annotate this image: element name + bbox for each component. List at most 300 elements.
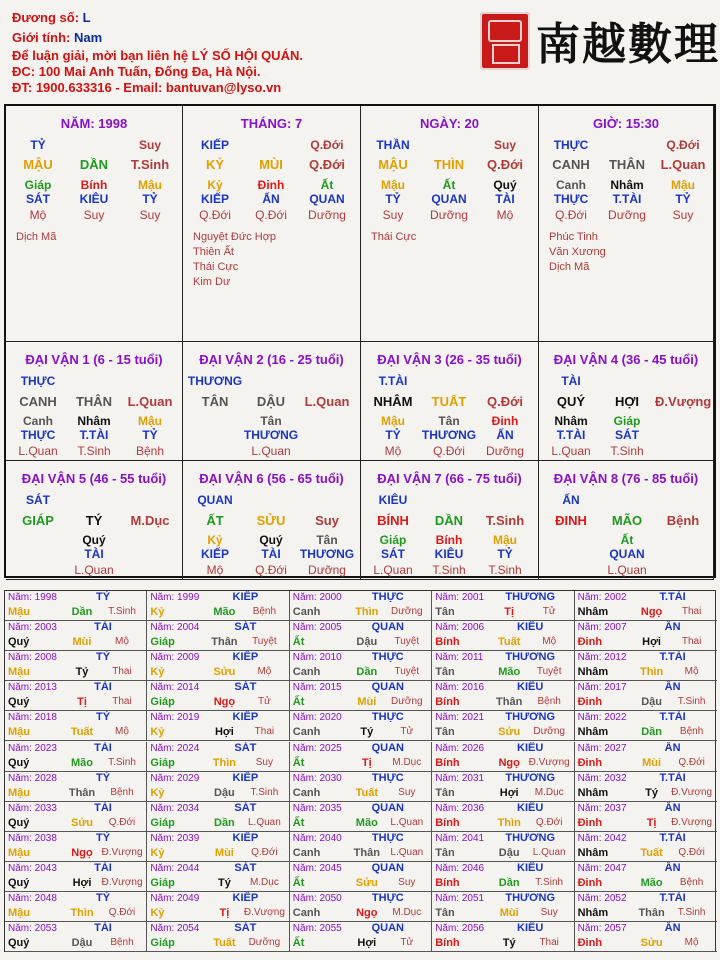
pillar-cell-text: TUẤT [431, 394, 467, 409]
year-stem: Mậu [8, 606, 30, 618]
year-cell [290, 621, 432, 651]
pillar-cell-text: Bệnh [135, 444, 165, 458]
year-phase: Tuyệt [252, 636, 277, 648]
year-cell [290, 802, 432, 832]
year-branch: Tý [217, 876, 231, 889]
year-phase: L.Quan [390, 816, 424, 828]
year-stem: Đinh [577, 756, 603, 769]
pillar-row [6, 157, 182, 173]
pillar-row [361, 428, 538, 444]
year-branch: Mão [355, 816, 378, 829]
year-star: KIẾP [232, 591, 259, 603]
year-phase: Thai [112, 696, 132, 708]
year-label: Năm: 2035 [292, 802, 342, 814]
year-cell [432, 772, 574, 802]
year-label: Năm: 2045 [292, 862, 342, 874]
year-cell [432, 711, 574, 741]
year-star: KIẾP [232, 892, 259, 904]
star-note: Dịch Mã [16, 231, 57, 243]
year-label: Năm: 2049 [150, 893, 200, 904]
pillar-cell-text: MẬU [23, 157, 53, 172]
pillar-row [6, 192, 182, 208]
year-phase: Tuyệt [536, 666, 562, 678]
year-star: TÀI [94, 861, 112, 874]
year-phase: Tử [400, 937, 414, 949]
year-branch: Ngọ [71, 846, 93, 859]
pillar-cell-text: Giáp [613, 414, 641, 428]
pillar-cell-text: T.Sinh [130, 157, 170, 172]
pillar-row [183, 138, 360, 154]
pillar-cell-text: CANH [552, 157, 590, 172]
year-phase: Bệnh [110, 937, 134, 949]
pillar-cell-text: THƯƠNG [243, 428, 299, 442]
pillar-cell-text: CANH [19, 394, 57, 409]
pillar-row [539, 208, 713, 224]
pillar-cell-text: QUAN [609, 547, 645, 561]
year-branch: Hợi [72, 876, 92, 889]
year-label: Năm: 2048 [8, 893, 57, 904]
year-label: Năm: 2016 [435, 682, 485, 694]
year-cell [290, 772, 432, 802]
year-phase: T.Sinh [677, 696, 706, 708]
year-stem: Mậu [8, 907, 30, 919]
year-branch: Dậu [641, 696, 662, 709]
year-stem: Bính [435, 636, 460, 649]
year-branch: Tị [646, 816, 657, 829]
year-label: Năm: 2033 [8, 802, 57, 814]
pillar-cell-text: DẦN [434, 513, 464, 528]
year-stem: Quý [8, 756, 30, 769]
pillar-cell-text: THƯƠNG [299, 547, 355, 561]
year-star: SÁT [234, 861, 257, 874]
year-branch: Mùi [214, 846, 234, 859]
pillar-row [6, 374, 182, 390]
year-stem: Tân [435, 666, 455, 679]
pillar-3 [361, 106, 539, 342]
year-star: THỰC [371, 591, 404, 603]
year-cell [5, 742, 147, 772]
year-star: KIẾP [232, 651, 259, 664]
year-phase: Dưỡng [248, 937, 281, 949]
pillar-row [539, 157, 713, 173]
year-branch: Thìn [355, 606, 379, 618]
year-phase: Bệnh [679, 876, 704, 888]
year-branch: Sửu [355, 876, 378, 889]
pillar-cell-text: Mộ [29, 208, 47, 222]
pillar-cell-text: L.Quan [18, 444, 58, 458]
year-branch: Dậu [71, 937, 93, 950]
year-phase: Thai [254, 726, 275, 738]
year-stem: Bính [435, 696, 460, 709]
year-cell [575, 802, 717, 832]
year-stem: Tân [435, 726, 455, 739]
pillar-row [361, 192, 538, 208]
brand-title: 南越數理 [536, 19, 720, 70]
year-branch: Dần [214, 816, 235, 829]
year-cell [432, 591, 574, 621]
pillar-cell-text: L.Quan [304, 394, 350, 409]
year-phase: Thai [681, 636, 702, 648]
year-cell [290, 832, 432, 862]
year-phase: Tử [542, 606, 556, 617]
pillar-cell-text: KIẾP [200, 138, 229, 152]
year-branch: Tuất [640, 846, 663, 859]
year-cell [575, 591, 717, 621]
dai-van-5 [6, 461, 183, 580]
year-phase: T.Sinh [250, 786, 279, 798]
pillar-row [183, 444, 360, 460]
year-stem: Quý [8, 636, 30, 649]
year-star: ẤN [664, 621, 681, 634]
year-cell [575, 621, 717, 651]
pillar-cell-text: ẤN [262, 192, 280, 206]
pillar-cell-text: Nhâm [554, 414, 588, 428]
year-star: KIÊU [517, 861, 544, 874]
year-label: Năm: 2036 [435, 802, 485, 814]
year-stem: Mậu [8, 666, 30, 679]
pillar-row [6, 444, 182, 460]
year-label: Năm: 2027 [577, 742, 627, 754]
pillar-cell-text: ĐINH [555, 513, 587, 528]
year-phase: L.Quan [390, 846, 424, 858]
year-stem: Canh [292, 907, 321, 919]
pillar-cell-text: THỰC [553, 138, 589, 152]
year-phase: Q.Đới [251, 846, 278, 858]
year-cell [432, 621, 574, 651]
year-cell [575, 922, 717, 952]
pillar-cell-text: QUAN [431, 192, 467, 206]
year-cell [290, 742, 432, 772]
year-cell [432, 892, 574, 922]
year-cell [575, 832, 717, 862]
pillar-cell-text: THỰC [20, 428, 56, 442]
pillar-cell-text: Mộ [496, 208, 514, 222]
year-phase: Mộ [115, 636, 129, 648]
year-branch: Dậu [498, 846, 520, 859]
year-phase: Q.Đới [108, 816, 136, 828]
year-stem: Tân [435, 907, 455, 919]
pillar-cell-text: Q.Đới [310, 138, 344, 152]
year-cell [290, 681, 432, 711]
year-star: SÁT [234, 801, 257, 814]
year-cell [147, 832, 289, 862]
year-phase: M.Dục [534, 786, 564, 798]
year-phase: Thai [681, 606, 702, 617]
year-cell [432, 922, 574, 952]
year-star: QUAN [371, 741, 404, 754]
year-star: T.TÀI [659, 711, 686, 724]
year-phase: Tuyệt [394, 636, 420, 648]
year-cell [432, 742, 574, 772]
year-cell [5, 892, 147, 922]
pillar-cell-text: Ất [620, 533, 634, 547]
year-branch: Thân [68, 786, 96, 799]
year-stem: Nhâm [577, 666, 609, 679]
year-phase: M.Dục [392, 907, 422, 918]
year-star: KIẾP [232, 771, 259, 784]
year-cell [5, 922, 147, 952]
year-star: TÀI [94, 922, 112, 935]
pillar-cell-text: Dưỡng [486, 444, 524, 458]
dai-van-5-title: ĐẠI VẬN 5 (46 - 55 tuổi) [21, 471, 167, 486]
pillar-cell-text: L.Quan [607, 563, 647, 577]
year-stem: Nhâm [577, 786, 609, 799]
year-cell [147, 922, 289, 952]
year-star: THƯƠNG [505, 651, 556, 664]
year-cell [147, 621, 289, 651]
gender-label: Giới tính: [12, 30, 71, 45]
year-label: Năm: 2030 [292, 772, 342, 784]
year-label: Năm: 2055 [292, 923, 342, 935]
year-branch: Tý [75, 666, 89, 679]
year-branch: Dần [356, 666, 378, 679]
pillar-cell-text: Mậu [381, 178, 405, 192]
year-branch: Thân [353, 846, 380, 859]
year-branch: Tuất [213, 937, 236, 950]
dai-van-3 [361, 342, 539, 461]
year-phase: Đ.Vượng [671, 816, 713, 828]
pillar-cell-text: MÙI [259, 157, 283, 172]
year-branch: Tuất [497, 636, 521, 649]
pillar-cell-text: TÀI [561, 374, 581, 388]
year-label: Năm: 2002 [577, 592, 627, 603]
year-label: Năm: 2043 [8, 862, 57, 874]
year-cell [5, 711, 147, 741]
year-phase: L.Quan [532, 846, 566, 858]
year-stem: Ất [292, 816, 305, 829]
contact-line-1: Để luận giải, mời bạn liên hệ LÝ SỐ HỘI QUÁN. [12, 48, 303, 63]
year-star: QUAN [371, 621, 404, 634]
pillar-cell-text: DẬU [256, 394, 286, 409]
year-label: Năm: 2014 [150, 682, 200, 694]
year-label: Năm: 2041 [435, 832, 485, 844]
pillar-row [183, 513, 360, 529]
pillar-cell-text: Mậu [671, 178, 695, 192]
pillar-cell-text: ẤN [562, 493, 580, 507]
year-cell [5, 832, 147, 862]
year-stem: Nhâm [577, 907, 609, 919]
pillar-cell-text: Ất [320, 178, 334, 192]
dai-van-7 [361, 461, 539, 580]
year-label: Năm: 2018 [8, 712, 57, 724]
pillar-cell-text: Dưỡng [608, 208, 646, 222]
pillar-row [183, 563, 360, 579]
year-star: ẤN [664, 741, 681, 754]
year-star: TỶ [95, 771, 111, 784]
pillar-cell-text: TỶ [385, 428, 401, 442]
pillar-4 [539, 106, 714, 342]
year-label: Năm: 1999 [150, 592, 200, 603]
year-branch: Thìn [497, 816, 521, 829]
pillar-cell-text: Canh [23, 414, 53, 428]
year-stem: Kỷ [150, 786, 165, 799]
year-branch: Thìn [639, 666, 664, 679]
year-stem: Kỷ [150, 666, 165, 679]
year-phase: Tuyệt [394, 666, 420, 678]
year-phase: M.Dục [249, 876, 279, 888]
pillar-row [539, 563, 713, 579]
year-star: ẤN [664, 681, 681, 694]
year-stem: Ất [292, 876, 305, 889]
pillar-cell-text: Q.Đới [199, 208, 231, 222]
year-star: THƯƠNG [505, 591, 556, 603]
year-label: Năm: 2024 [150, 742, 200, 754]
pillar-cell-text: THƯƠNG [187, 374, 243, 388]
year-star: TỶ [95, 651, 111, 664]
pillar-cell-text: L.Quan [373, 563, 413, 577]
year-stem: Tân [435, 786, 455, 799]
year-stem: Giáp [150, 816, 175, 829]
pillar-2 [183, 106, 361, 342]
pillar-cell-text: MẬU [378, 157, 408, 172]
year-stem: Mậu [8, 726, 30, 739]
year-phase: Dưỡng [390, 696, 423, 708]
pillar-cell-text: Kỷ [207, 533, 223, 547]
pillar-row [6, 428, 182, 444]
pillar-4-notes [549, 230, 606, 275]
year-cell [575, 742, 717, 772]
year-stem: Ất [292, 696, 305, 709]
year-label: Năm: 2009 [150, 652, 200, 664]
chart-grid [4, 104, 716, 578]
pillar-cell-text: Bệnh [666, 513, 700, 528]
year-star: THỰC [371, 831, 404, 844]
year-star: ẤN [664, 861, 681, 874]
year-phase: Mộ [542, 636, 557, 648]
year-stem: Ất [292, 756, 305, 769]
pillar-cell-text: SÁT [26, 192, 50, 206]
year-star: TÀI [94, 801, 112, 814]
year-phase: Tử [257, 696, 271, 708]
pillar-cell-text: THƯƠNG [421, 428, 477, 442]
year-star: SÁT [234, 922, 257, 935]
pillar-cell-text: BÍNH [377, 513, 409, 528]
pillar-cell-text: ẤT [206, 513, 224, 528]
pillar-cell-text: TÀI [261, 547, 281, 561]
year-cell [147, 591, 289, 621]
year-cell [575, 681, 717, 711]
year-star: KIÊU [517, 621, 544, 634]
year-star: KIÊU [517, 681, 544, 694]
year-label: Năm: 2023 [8, 742, 57, 754]
year-phase: Đ.Vượng [671, 786, 713, 798]
dai-van-7-title: ĐẠI VẬN 7 (66 - 75 tuổi) [377, 471, 522, 486]
year-phase: Bệnh [252, 606, 277, 617]
year-label: Năm: 2019 [150, 712, 200, 724]
year-branch: Mùi [642, 756, 662, 769]
pillar-cell-text: Tân [260, 414, 282, 428]
pillar-cell-text: M.Dục [130, 513, 170, 528]
year-label: Năm: 2020 [292, 712, 342, 724]
pillar-cell-text: THÂN [75, 394, 113, 409]
year-cell [147, 862, 289, 892]
year-stem: Mậu [8, 786, 30, 799]
year-phase: Suy [255, 756, 273, 768]
year-cell [147, 711, 289, 741]
year-phase: Thai [539, 937, 559, 949]
year-phase: L.Quan [247, 816, 281, 828]
year-label: Năm: 2037 [577, 802, 627, 814]
pillar-cell-text: T.Sinh [488, 563, 522, 577]
year-label: Năm: 2012 [577, 652, 627, 664]
year-star: THƯƠNG [505, 771, 556, 784]
year-cell [432, 802, 574, 832]
year-stem: Đinh [577, 696, 603, 709]
year-cell [147, 681, 289, 711]
year-phase: Bệnh [110, 786, 134, 798]
year-branch: Sửu [213, 666, 236, 679]
pillar-cell-text: THẦN [376, 138, 410, 152]
year-branch: Dần [71, 606, 93, 618]
pillar-row [539, 547, 713, 563]
year-phase: Mộ [684, 666, 699, 678]
year-star: T.TÀI [659, 591, 686, 603]
year-phase: Tử [400, 726, 414, 738]
year-label: Năm: 2011 [435, 652, 484, 664]
year-phase: Suy [540, 907, 558, 918]
year-star: THƯƠNG [505, 831, 556, 844]
pillar-row [6, 394, 182, 410]
year-star: TÀI [94, 741, 112, 754]
year-star: SÁT [234, 681, 257, 694]
pillar-cell-text: L.Quan [251, 444, 291, 458]
year-star: TỶ [95, 711, 111, 724]
year-star: QUAN [371, 922, 404, 935]
year-phase: Suy [398, 786, 416, 798]
pillar-row [539, 513, 713, 529]
pillar-cell-text: T.TÀI [79, 428, 109, 442]
year-branch: Tị [361, 756, 372, 769]
year-stem: Bính [435, 756, 460, 769]
pillar-cell-text: Quý [82, 533, 106, 547]
pillar-cell-text: HỢI [614, 394, 640, 409]
year-cell [5, 862, 147, 892]
year-label: Năm: 2032 [577, 772, 627, 784]
year-cell [147, 772, 289, 802]
pillar-row [183, 394, 360, 410]
year-stem: Giáp [150, 756, 175, 769]
year-label: Năm: 2004 [150, 622, 200, 634]
year-phase: Dưỡng [533, 726, 565, 738]
year-stem: Canh [292, 786, 321, 799]
year-label: Năm: 2000 [292, 592, 342, 603]
year-stem: Nhâm [577, 846, 609, 859]
pillar-cell-text: L.Quan [127, 394, 173, 409]
pillar-row [361, 374, 538, 390]
dai-van-2 [183, 342, 361, 461]
year-cell [432, 862, 574, 892]
pillar-row [539, 493, 713, 509]
year-star: TỶ [95, 892, 111, 904]
year-star: T.TÀI [659, 892, 686, 904]
pillar-row [183, 547, 360, 563]
year-phase: Đ.Vượng [101, 876, 143, 888]
year-cell [5, 772, 147, 802]
year-cell [290, 591, 432, 621]
dai-van-8 [539, 461, 714, 580]
pillar-4-title: GIỜ: 15:30 [592, 116, 659, 131]
year-star: THỰC [371, 711, 404, 724]
year-branch: Ngọ [356, 907, 378, 919]
pillar-row [6, 547, 182, 563]
pillar-cell-text: TỶ [385, 192, 401, 206]
gender-line [12, 30, 102, 46]
pillar-cell-text: Đinh [257, 178, 285, 192]
year-label: Năm: 2056 [435, 923, 485, 935]
pillar-cell-text: T.Sinh [610, 444, 644, 458]
year-star: KIẾP [232, 831, 259, 844]
year-branch: Dần [641, 726, 662, 739]
